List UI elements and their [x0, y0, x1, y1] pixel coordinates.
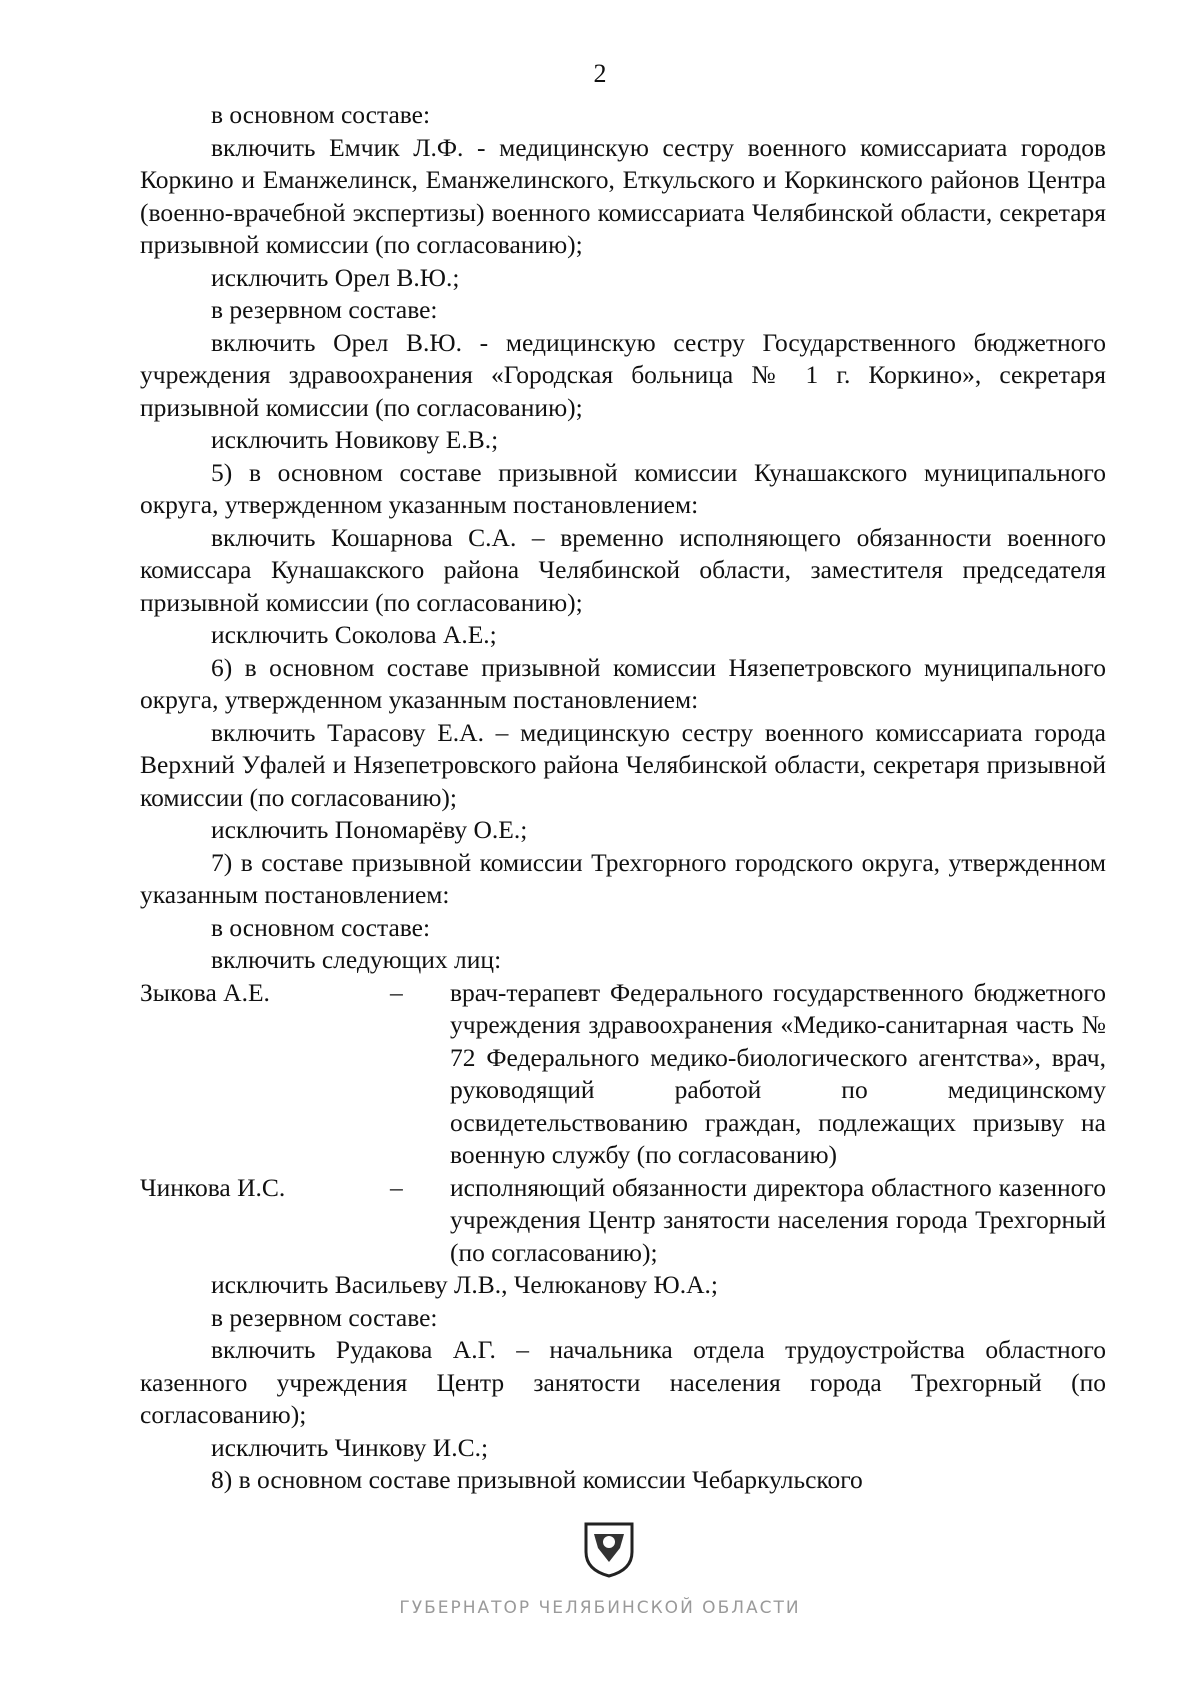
footer-governor-label: ГУБЕРНАТОР ЧЕЛЯБИНСКОЙ ОБЛАСТИ — [399, 1598, 801, 1618]
paragraph: включить Рудакова А.Г. – начальника отдела трудоустройства областного казенного учреждения Центр занятости населения города Трехгорный (по согласованию); — [140, 1335, 1106, 1429]
entry-dash: – — [390, 1172, 403, 1202]
paragraph: 7) в составе призывной комиссии Трехгорного городского округа, утвержденном указанным постановлением: — [140, 847, 1106, 909]
paragraph: в основном составе: — [211, 100, 431, 129]
paragraph: исключить Чинкову И.С.; — [211, 1432, 489, 1462]
paragraph: 8) в основном составе призывной комиссии Чебаркульского — [211, 1465, 863, 1494]
person-name: Зыкова А.Е. — [140, 977, 270, 1007]
paragraph: 5) в основном составе призывной комиссии Кунашакского муниципального округа, утвержденном указанным постановлением: — [140, 457, 1106, 519]
document-body — [140, 99, 1106, 1497]
paragraph: включить Тарасову Е.А. – медицинскую сестру военного комиссариата города Верхний Уфалей и Нязепетровского района Челябинской области, секретаря призывной комиссии (по согласованию); — [140, 717, 1106, 812]
paragraph: в резервном составе: — [211, 1302, 438, 1332]
person-entry — [140, 1172, 1106, 1270]
entry-dash: – — [390, 977, 403, 1007]
person-entry — [140, 977, 1106, 1172]
person-name: Чинкова И.С. — [140, 1172, 286, 1202]
paragraph: включить Орел В.Ю. - медицинскую сестру Государственного бюджетного учреждения здравоохранения «Городская больница № 1 г. Коркино», секретаря призывной комиссии (по согласованию); — [140, 327, 1106, 422]
paragraph: исключить Орел В.Ю.; — [211, 262, 460, 292]
paragraph: исключить Пономарёву О.Е.; — [211, 815, 528, 844]
paragraph: включить Кошарнова С.А. – временно исполняющего обязанности военного комиссара Кунашакского района Челябинской области, заместителя председателя призывной комиссии (по согласованию); — [140, 522, 1106, 617]
paragraph: включить Емчик Л.Ф. - медицинскую сестру военного комиссариата городов Коркино и Еманжелинск, Еманжелинского, Еткульского и Коркинского районов Центра (военно-врачебной экспертизы) военного комиссариата Челябинской области, секретаря призывной комиссии (по согласованию); — [140, 132, 1106, 259]
page-number: 2 — [593, 59, 607, 88]
paragraph: исключить Новикову Е.В.; — [211, 425, 499, 454]
paragraph: в основном составе: — [211, 912, 431, 942]
coat-of-arms-seal-icon — [580, 1518, 638, 1580]
paragraph: исключить Васильеву Л.В., Челюканову Ю.А.; — [211, 1270, 718, 1299]
person-description: исполняющий обязанности директора областного казенного учреждения Центр занятости населения города Трехгорный (по согласованию); — [450, 1172, 1106, 1267]
person-description: врач-терапевт Федерального государственного бюджетного учреждения здравоохранения «Медико-санитарная часть № 72 Федерального медико-биологического агентства», врач, руководящий работой по медицинскому освидетельствованию граждан, подлежащих призыву на военную службу (по согласованию) — [450, 977, 1106, 1169]
paragraph: включить следующих лиц: — [211, 945, 502, 974]
paragraph: в резервном составе: — [211, 295, 438, 324]
paragraph: 6) в основном составе призывной комиссии Нязепетровского муниципального округа, утвержденном указанным постановлением: — [140, 652, 1106, 714]
paragraph: исключить Соколова А.Е.; — [211, 620, 497, 649]
